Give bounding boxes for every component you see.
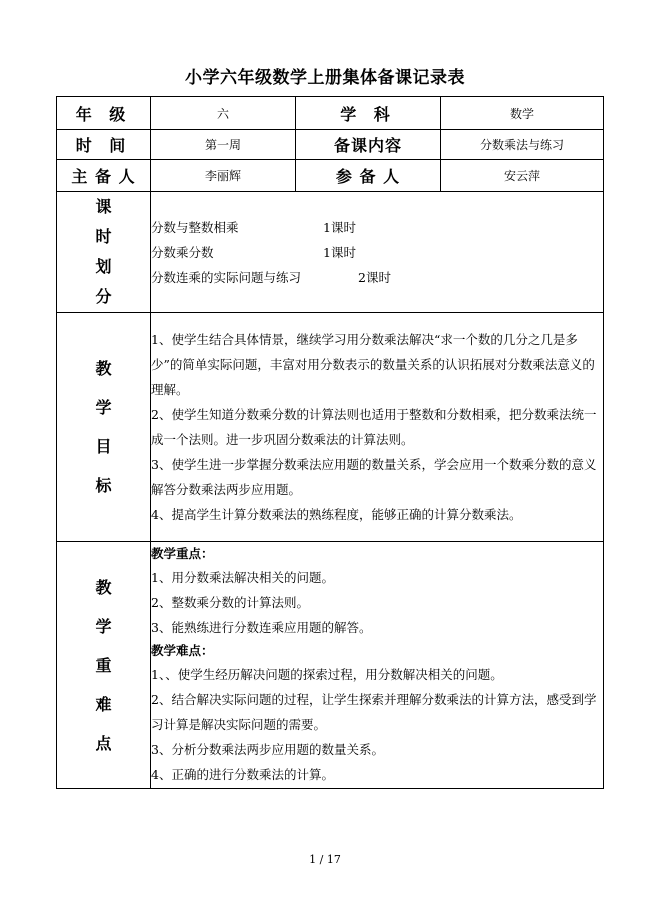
period-item: 分数连乘的实际问题与练习 2课时 <box>151 270 391 285</box>
focus-item: 2、整数乘分数的计算法则。 <box>151 595 309 610</box>
difficulty-item: 1、、使学生经历解决问题的探索过程，用分数解决相关的问题。 <box>151 667 503 682</box>
goals-content <box>151 313 604 542</box>
focus-title: 教学重点： <box>151 546 214 561</box>
periods-label: 课 时 划 分 <box>57 192 151 313</box>
difficulty-item: 3、分析分数乘法两步应用题的数量关系。 <box>151 742 384 757</box>
subject-value: 数学 <box>441 97 604 130</box>
row-leader-participant <box>57 160 604 192</box>
content-label: 备课内容 <box>296 130 441 160</box>
focus-item: 3、能熟练进行分数连乘应用题的解答。 <box>151 620 372 635</box>
period-item: 分数与整数相乘 1课时 <box>151 220 356 235</box>
lesson-plan-table <box>56 96 604 789</box>
focus-item: 1、用分数乘法解决相关的问题。 <box>151 570 334 585</box>
content-value: 分数乘法与练习 <box>441 130 604 160</box>
subject-label: 学 科 <box>296 97 441 130</box>
goal-item: 3、使学生进一步掌握分数乘法应用题的数量关系，学会应用一个数乘分数的意义解答分数乘法两步应用题。 <box>151 457 597 497</box>
row-goals <box>57 313 604 542</box>
difficulty-title: 教学难点： <box>151 643 214 658</box>
grade-value: 六 <box>151 97 296 130</box>
difficulty-item: 2、结合解决实际问题的过程，让学生探索并理解分数乘法的计算方法，感受到学习计算是解决实际问题的需要。 <box>151 692 597 732</box>
key-points-label: 教 学 重 难 点 <box>57 542 151 789</box>
row-grade-subject <box>57 97 604 130</box>
time-value: 第一周 <box>151 130 296 160</box>
row-periods <box>57 192 604 313</box>
grade-label: 年 级 <box>57 97 151 130</box>
page-number: 1 / 17 <box>309 853 341 866</box>
goal-item: 4、提高学生计算分数乘法的熟练程度，能够正确的计算分数乘法。 <box>151 507 522 522</box>
goal-item: 2、使学生知道分数乘分数的计算法则也适用于整数和分数相乘，把分数乘法统一成一个法则。进一步巩固分数乘法的计算法则。 <box>151 407 597 447</box>
participant-label: 参 备 人 <box>296 160 441 192</box>
goals-label: 教 学 目 标 <box>57 313 151 542</box>
key-points-content <box>151 542 604 789</box>
periods-content <box>151 192 604 313</box>
leader-label: 主 备 人 <box>57 160 151 192</box>
leader-value: 李丽辉 <box>151 160 296 192</box>
difficulty-item: 4、正确的进行分数乘法的计算。 <box>151 767 334 782</box>
period-item: 分数乘分数 1课时 <box>151 245 356 260</box>
participant-value: 安云萍 <box>441 160 604 192</box>
row-time-content <box>57 130 604 160</box>
page-title: 小学六年级数学上册集体备课记录表 <box>185 68 465 88</box>
time-label: 时 间 <box>57 130 151 160</box>
goal-item: 1、使学生结合具体情景，继续学习用分数乘法解决“求一个数的几分之几是多少”的简单实际问题，丰富对用分数表示的数量关系的认识拓展对分数乘法意义的理解。 <box>151 332 595 397</box>
row-key-points <box>57 542 604 789</box>
